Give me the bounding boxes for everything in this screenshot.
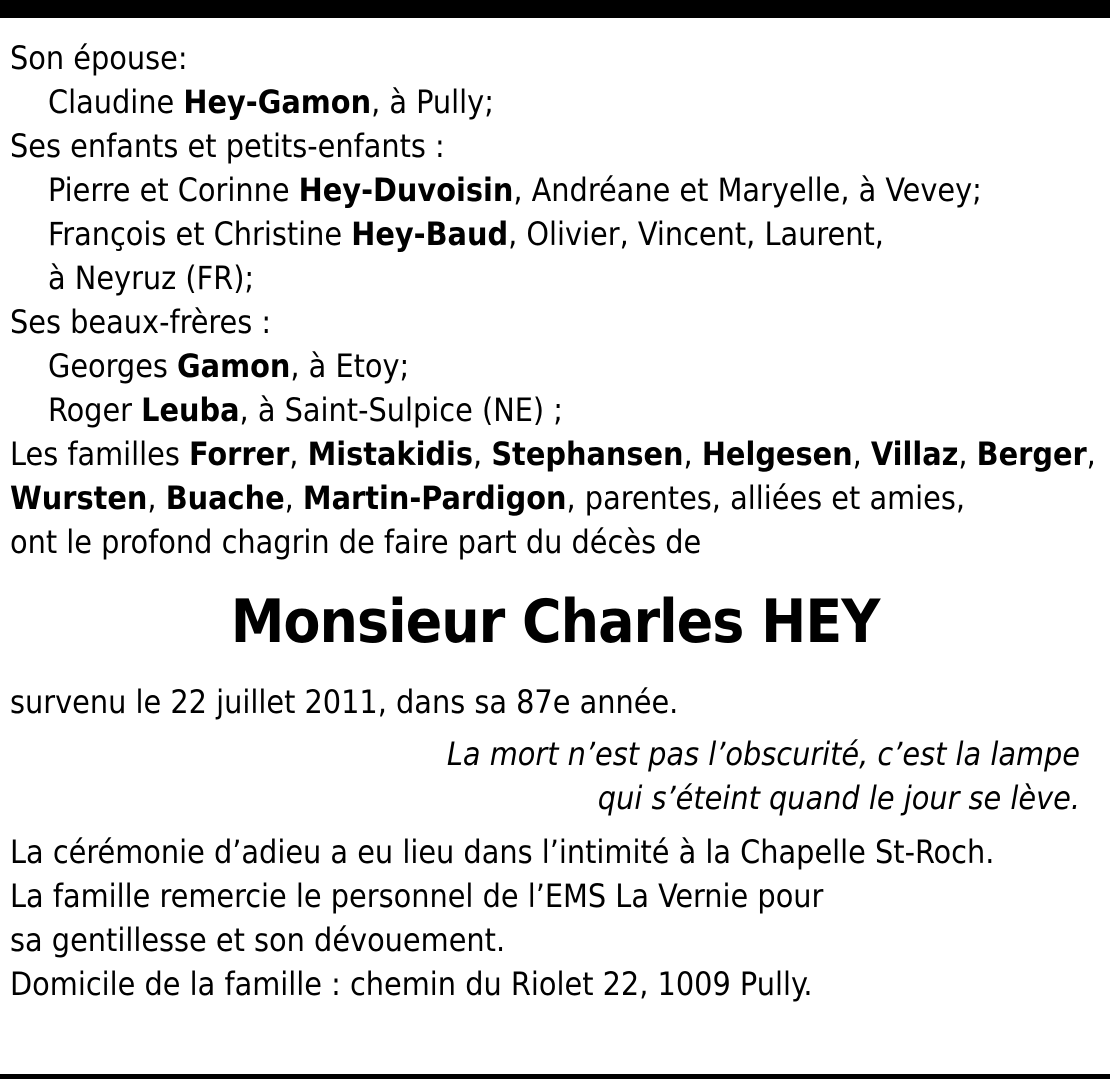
children-entry: [10, 168, 1100, 212]
bottom-rule: [0, 1074, 1110, 1079]
family-name: Helgesen: [701, 435, 853, 473]
spouse-heading: Son épouse:: [10, 39, 188, 77]
death-info: survenu le 22 juillet 2011, dans sa 87e année.: [10, 683, 679, 721]
brother-in-law-entry: [10, 344, 1100, 388]
brother-in-law-entry: [10, 388, 1100, 432]
entry-text: Roger: [48, 391, 142, 429]
quote-line: qui s’éteint quand le jour se lève.: [597, 779, 1080, 817]
entry-text: Georges: [48, 347, 178, 385]
families-suffix: , parentes, alliées et amies,: [566, 479, 965, 517]
family-name: Martin-Pardigon: [302, 479, 567, 517]
family-name: Wursten: [10, 479, 148, 517]
family-name: Stephansen: [491, 435, 684, 473]
families-line: Wursten, Buache, Martin-Pardigon, parentes, alliées et amies,: [10, 479, 965, 517]
children-entry: [10, 212, 1100, 256]
family-name: Hey-Duvoisin: [298, 171, 514, 209]
top-rule: [0, 0, 1110, 18]
entry-text: , Andréane et Maryelle, à Vevey;: [513, 171, 982, 209]
family-name: Forrer: [189, 435, 290, 473]
obituary-notice: [10, 36, 1100, 1006]
family-name: Hey-Gamon: [183, 83, 372, 121]
children-heading: Ses enfants et petits-enfants :: [10, 127, 445, 165]
families-line: Les familles Forrer, Mistakidis, Stephansen, Helgesen, Villaz, Berger,: [10, 435, 1096, 473]
quote-line: La mort n’est pas l’obscurité, c’est la lampe: [446, 735, 1080, 773]
closing-line: Domicile de la famille : chemin du Riolet 22, 1009 Pully.: [10, 965, 813, 1003]
entry-text: François et Christine: [48, 215, 352, 253]
family-name: Hey-Baud: [351, 215, 509, 253]
family-name: Mistakidis: [307, 435, 474, 473]
families-prefix: Les familles: [10, 435, 189, 473]
entry-text: , à Pully;: [371, 83, 494, 121]
closing-line: La famille remercie le personnel de l’EMS La Vernie pour: [10, 877, 824, 915]
brothers-in-law-heading: Ses beaux-frères :: [10, 303, 272, 341]
family-name: Gamon: [177, 347, 291, 385]
entry-text: , à Etoy;: [290, 347, 410, 385]
deceased-name: Monsieur Charles HEY: [230, 587, 880, 657]
spouse-entry: [10, 80, 1100, 124]
entry-text: Pierre et Corinne: [48, 171, 299, 209]
closing-line: La cérémonie d’adieu a eu lieu dans l’intimité à la Chapelle St-Roch.: [10, 833, 995, 871]
family-name: Villaz: [870, 435, 959, 473]
entry-text: , Olivier, Vincent, Laurent,: [508, 215, 884, 253]
entry-text: Claudine: [48, 83, 184, 121]
family-name: Berger: [976, 435, 1087, 473]
closing-line: sa gentillesse et son dévouement.: [10, 921, 506, 959]
family-name: Buache: [165, 479, 285, 517]
entry-text: , à Saint-Sulpice (NE) ;: [239, 391, 563, 429]
announcement: ont le profond chagrin de faire part du décès de: [10, 523, 702, 561]
children-entry-continued: à Neyruz (FR);: [48, 259, 255, 297]
family-name: Leuba: [141, 391, 240, 429]
